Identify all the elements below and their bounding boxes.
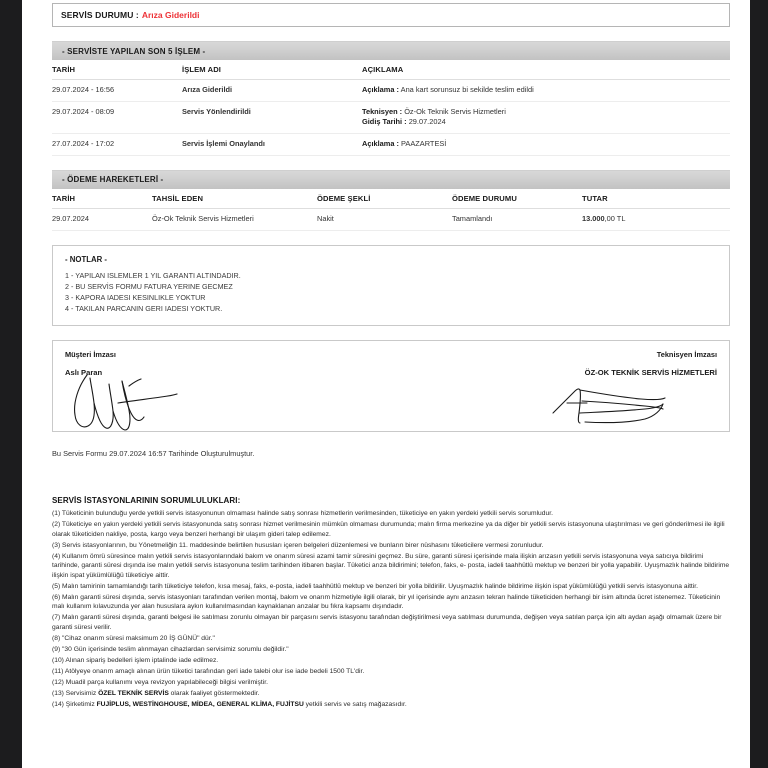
table-row: [52, 80, 730, 102]
term-item: [52, 700, 730, 710]
operation-detail: [362, 134, 730, 156]
term-item: (2) Tüketiciye en yakın yerdeki yetkili servis istasyonunda satış sonrası hizmet verilmesinin mümkün olmaması durumunda; malın firma merkezine ya da diğer bir yetkili servis istasyonuna ulaştırılması ve geri gönderilmesi ile ilgili olarak tüketiciden nakliye, posta, kargo veya benzeri herhangi bir ulaşım gideri talep edilemez.: [52, 521, 725, 538]
column-header-tarih: TARİH: [52, 60, 182, 80]
note-item: 1 - YAPILAN ISLEMLER 1 YIL GARANTI ALTINDADIR.: [65, 270, 241, 280]
table-row: [52, 208, 730, 230]
term-item: (3) Servis istasyonlarının, bu Yönetmeliğin 11. maddesinde belirtilen hususları içeren belgeleri düzenlemesi ve bunların birer nüshasını tüketicilere vermesi zorunludur.: [52, 541, 544, 549]
detail-value: PAAZARTESİ: [401, 139, 447, 149]
detail-key: Teknisyen :: [362, 106, 403, 116]
column-header-tarih: TARİH: [52, 189, 152, 209]
detail-line: [362, 85, 724, 96]
detail-value: Öz-Ok Teknik Servis Hizmetleri: [404, 106, 506, 116]
detail-line: [362, 117, 724, 128]
operation-name: Servis Yönlendirildi: [182, 101, 362, 133]
term-prefix: (14) Şirketimiz: [52, 701, 97, 709]
service-status-value: Arıza Giderildi: [141, 10, 200, 20]
service-status-box: [52, 3, 730, 27]
document-page: [22, 0, 750, 768]
term-emphasis: FUJİPLUS, WESTİNGHOUSE, MİDEA, GENERAL KLİMA, FUJİTSU: [96, 701, 304, 709]
spacer: [52, 156, 730, 170]
terms-list: [52, 509, 730, 709]
term-prefix: (13) Servisimiz: [52, 690, 99, 698]
payment-status: Tamamlandı: [452, 208, 582, 230]
customer-signature-mark: [69, 373, 199, 431]
operation-date: 27.07.2024 - 17:02: [52, 134, 182, 156]
column-header-odeme-durumu: ÖDEME DURUMU: [452, 189, 582, 209]
payments-table-header-row: [52, 189, 730, 209]
term-item: (1) Tüketicinin bulunduğu yerde yetkili servis istasyonunun olmaması halinde satış sonrası hizmetlerin verilmesinden, tüketiciye en yakın yerdeki yetkili servis sorumludur.: [52, 510, 553, 518]
term-item: (10) Alınan sipariş bedelleri işlem iptalinde iade edilmez.: [52, 657, 219, 665]
service-status-label: SERVİS DURUMU :: [61, 10, 139, 20]
term-emphasis: ÖZEL TEKNİK SERVİS: [98, 690, 169, 698]
terms-title: SERVİS İSTASYONLARININ SORUMLULUKLARI:: [52, 496, 241, 506]
term-item: (6) Malın garanti süresi dışında, servis istasyonları tarafından verilen montaj, bakım ve onarım hizmetiyle ilgili olarak, bir yıl içerisinde aynı arızasın tekrarı halinde tüketiciden herhangi bir isim altında ücret istenemez. Tüketicinin malı kullanım kılavuzunda yer alan hususlara aykırı kullanılmasından kaynaklanan arızalar bu fıkra kapsamı dışındadır.: [52, 593, 721, 611]
term-item: (5) Malın tamirinin tamamlandığı tarih tüketiciye telefon, kısa mesaj, faks, e-posta, iadeli taahhütlü mektup ve benzeri bir yolla bildirilir. Uyuşmazlık halinde bildirime ilişkin ispat yükümlülüğü yetkili servis istasyonuna aittir.: [52, 582, 698, 590]
column-header-tutar: TUTAR: [582, 189, 730, 209]
operations-section-title: - SERVİSTE YAPILAN SON 5 İŞLEM -: [62, 46, 206, 56]
note-item: 4 - TAKILAN PARCANIN GERI IADESI YOKTUR.: [65, 304, 223, 314]
detail-key: Gidiş Tarihi :: [362, 117, 407, 127]
column-header-tahsil-eden: TAHSİL EDEN: [152, 189, 317, 209]
notes-title: - NOTLAR -: [65, 254, 108, 264]
term-item: (11) Atölyeye onarım amaçlı alınan ürün tüketici tarafından geri iade talebi olur ise iade bedeli 1500 TL'dir.: [52, 668, 365, 676]
spacer: [52, 27, 730, 41]
column-header-aciklama: AÇIKLAMA: [362, 60, 730, 80]
operations-table: [52, 60, 730, 156]
payment-method: Nakit: [317, 208, 452, 230]
operations-section-band: [52, 41, 730, 60]
term-item: (9) "30 Gün içerisinde teslim alınmayan cihazlardan servisimiz sorumlu değildir.": [52, 646, 289, 653]
detail-value: 29.07.2024: [408, 117, 446, 127]
detail-line: [362, 139, 724, 150]
table-row: [52, 134, 730, 156]
payment-date: 29.07.2024: [52, 208, 152, 230]
term-suffix: olarak faaliyet göstermektedir.: [168, 690, 260, 698]
notes-box: [52, 245, 730, 327]
customer-signature-caption: Müşteri İmzası: [65, 350, 116, 360]
operation-detail: [362, 80, 730, 102]
payment-amount-rest: ,00 TL: [604, 213, 626, 223]
term-item: (8) "Cihaz onarım süresi maksimum 20 İŞ GÜNÜ" dür.": [52, 634, 215, 642]
operation-date: 29.07.2024 - 16:56: [52, 80, 182, 102]
technician-signature-mark: [549, 383, 669, 425]
payments-section-band: [52, 170, 730, 189]
signature-box: [52, 340, 730, 432]
operation-name: Servis İşlemi Onaylandı: [182, 134, 362, 156]
technician-signature-column: [585, 350, 717, 377]
term-suffix: yetkili servis ve satış mağazasıdır.: [303, 701, 407, 709]
payment-collector: Öz-Ok Teknik Servis Hizmetleri: [152, 208, 317, 230]
note-item: 3 - KAPORA IADESI KESINLIKLE YOKTUR: [65, 292, 206, 302]
term-item: (7) Malın garanti süresi dışında, garanti belgesi ile satılması zorunlu olmayan bir parçasını servis istasyonu tarafından değiştirilmesi veya satılması durumunda, değişen veya satılan parça için altı aydan aşağı olmamak üzere bir garanti süresi verilir.: [52, 614, 722, 631]
note-item: 2 - BU SERVİS FORMU FATURA YERINE GECMEZ: [65, 281, 233, 291]
payments-section-title: - ÖDEME HAREKETLERİ -: [62, 175, 164, 185]
operation-name: Arıza Giderildi: [182, 80, 362, 102]
payment-amount-main: 13.000: [582, 213, 605, 223]
detail-line: [362, 107, 724, 118]
term-item: (12) Muadil parça kullanımı veya revizyon yapılabileceği bilgisi verilmiştir.: [52, 679, 268, 687]
customer-name: Aslı Paran: [65, 368, 103, 378]
payment-amount: [582, 208, 730, 230]
column-header-islem-adi: İŞLEM ADI: [182, 60, 362, 80]
operation-detail: [362, 101, 730, 133]
detail-key: Açıklama :: [362, 85, 399, 94]
technician-signature-caption: Teknisyen İmzası: [656, 350, 717, 360]
operations-table-header-row: [52, 60, 730, 80]
spacer: [52, 231, 730, 245]
operation-date: 29.07.2024 - 08:09: [52, 101, 182, 133]
table-row: [52, 101, 730, 133]
document-content: [52, 0, 730, 711]
detail-value: Ana kart sorunsuz bi sekilde teslim edildi: [400, 85, 534, 94]
payments-table: [52, 189, 730, 231]
term-item: (4) Kullanım ömrü süresince malın yetkili servis istasyonlarındaki bakım ve onarım süresi azami tamir süresini geçmez. Bu süre, garanti süresi içerisinde mala ilişkin arızasın yetkili servis istasyonuna veya satıcıya bildirimi tarihinde, garanti süresi dışında ise malın yetkili servis istasyonuna teslim tarihinden itibaren başlar. Tüketici arıza bildirimini; telefon, faks, e- posta, iadeli taahhütlü mektup ve benzeri bir yolla yapabilir. Uyuşmazlık halinde bildirime ilişkin ispat yükümlülüğü tüketiciye aittir.: [52, 552, 730, 579]
technician-company-name: ÖZ-OK TEKNİK SERVİS HİZMETLERİ: [584, 368, 717, 378]
form-created-line: Bu Servis Formu 29.07.2024 16:57 Tarihinde Oluşturulmuştur.: [52, 449, 255, 459]
column-header-odeme-sekli: ÖDEME ŞEKLİ: [317, 189, 452, 209]
term-item: [52, 689, 730, 699]
detail-key: Açıklama :: [362, 139, 399, 149]
